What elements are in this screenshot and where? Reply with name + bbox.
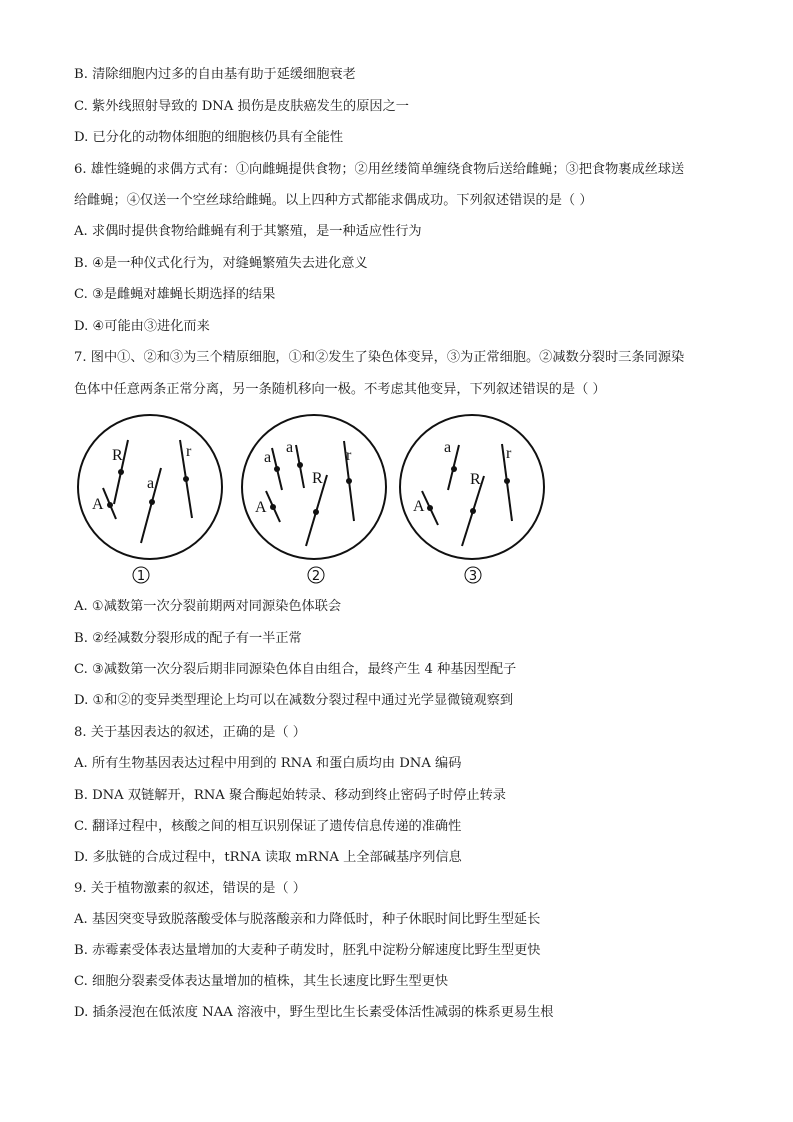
- cell-3-centromere-r: [504, 478, 510, 484]
- q9-option-c: C. 细胞分裂素受体表达量增加的植株，其生长速度比野生型更快: [74, 974, 449, 989]
- q6-option-d: D. ④可能由③进化而来: [74, 319, 210, 334]
- cell-1-label-R: R: [112, 447, 123, 464]
- q6-option-a: A. 求偶时提供食物给雌蝇有利于其繁殖，是一种适应性行为: [74, 224, 422, 239]
- cell-2-label-a2: a: [286, 439, 294, 456]
- cell-1-centromere-A: [107, 502, 113, 508]
- cell-2-label-a1: a: [264, 449, 272, 466]
- cell-1-centromere-a: [149, 499, 155, 505]
- q8-option-b: B. DNA 双链解开，RNA 聚合酶起始转录、移动到终止密码子时停止转录: [74, 788, 506, 803]
- q5-option-d: D. 已分化的动物体细胞的细胞核仍具有全能性: [74, 130, 344, 145]
- q7-stem-line-1: 7. 图中①、②和③为三个精原细胞，①和②发生了染色体变异，③为正常细胞。②减数分裂时三条同源染: [74, 350, 685, 365]
- q9-stem: 9. 关于植物激素的叙述，错误的是（ ）: [74, 881, 306, 896]
- q8-option-c: C. 翻译过程中，核酸之间的相互识别保证了遗传信息传递的准确性: [74, 819, 462, 834]
- q9-option-b: B. 赤霉素受体表达量增加的大麦种子萌发时，胚乳中淀粉分解速度比野生型更快: [74, 943, 541, 958]
- cell-1: [78, 415, 222, 584]
- cell-2-label-R: R: [312, 470, 323, 487]
- cell-2-centromere-R: [313, 509, 319, 515]
- q8-option-a: A. 所有生物基因表达过程中用到的 RNA 和蛋白质均由 DNA 编码: [74, 756, 462, 771]
- cells-svg: [0, 408, 793, 590]
- cell-2-membrane: [242, 415, 386, 559]
- q7-option-b: B. ②经减数分裂形成的配子有一半正常: [74, 631, 302, 646]
- cell-2-label-r: r: [346, 447, 352, 464]
- cell-1-centromere-R: [118, 469, 124, 475]
- cell-1-number: 1: [136, 569, 146, 584]
- q5-option-c: C. 紫外线照射导致的 DNA 损伤是皮肤癌发生的原因之一: [74, 99, 409, 114]
- q5-option-b: B. 清除细胞内过多的自由基有助于延缓细胞衰老: [74, 67, 356, 82]
- q8-option-d: D. 多肽链的合成过程中，tRNA 读取 mRNA 上全部碱基序列信息: [74, 850, 462, 865]
- q6-option-b: B. ④是一种仪式化行为，对缝蝇繁殖失去进化意义: [74, 256, 368, 271]
- q6-stem-line-1: 6. 雄性缝蝇的求偶方式有：①向雌蝇提供食物；②用丝缕简单缠绕食物后送给雌蝇；③把食物裹成丝球送: [74, 162, 685, 177]
- cell-3-centromere-a: [451, 466, 457, 472]
- q7-option-a: A. ①减数第一次分裂前期两对同源染色体联会: [74, 599, 342, 614]
- q8-stem: 8. 关于基因表达的叙述，正确的是（ ）: [74, 725, 306, 740]
- cell-3: [400, 415, 544, 584]
- cell-1-label-A: A: [92, 496, 104, 513]
- cell-2-centromere-A: [270, 504, 276, 510]
- cells-figure: [0, 408, 793, 590]
- q6-option-c: C. ③是雌蝇对雄蝇长期选择的结果: [74, 287, 276, 302]
- cell-3-number: 3: [468, 569, 478, 584]
- q6-stem-line-2: 给雌蝇；④仅送一个空丝球给雌蝇。以上四种方式都能求偶成功。下列叙述错误的是（ ）: [74, 193, 593, 208]
- q9-option-a: A. 基因突变导致脱落酸受体与脱落酸亲和力降低时，种子休眠时间比野生型延长: [74, 912, 541, 927]
- q7-option-c: C. ③减数第一次分裂后期非同源染色体自由组合，最终产生 4 种基因型配子: [74, 662, 517, 677]
- cell-3-label-R: R: [470, 471, 481, 488]
- cell-1-centromere-r: [183, 476, 189, 482]
- cell-3-centromere-R: [470, 508, 476, 514]
- cell-3-label-a: a: [444, 439, 452, 456]
- cell-2-number: 2: [311, 569, 321, 584]
- cell-2: [242, 415, 386, 584]
- q9-option-d: D. 插条浸泡在低浓度 NAA 溶液中，野生型比生长素受体活性减弱的株系更易生根: [74, 1005, 554, 1020]
- cell-2-label-A: A: [255, 499, 267, 516]
- cell-2-centromere-r: [346, 478, 352, 484]
- cell-2-centromere-a2: [297, 462, 303, 468]
- cell-2-centromere-a1: [274, 466, 280, 472]
- cell-3-label-A: A: [413, 498, 425, 515]
- q7-option-d: D. ①和②的变异类型理论上均可以在减数分裂过程中通过光学显微镜观察到: [74, 693, 514, 708]
- cell-3-label-r: r: [506, 445, 512, 462]
- q7-stem-line-2: 色体中任意两条正常分离，另一条随机移向一极。不考虑其他变异，下列叙述错误的是（ ）: [74, 382, 606, 397]
- cell-3-centromere-A: [427, 505, 433, 511]
- cell-1-label-r: r: [186, 443, 192, 460]
- cell-1-label-a: a: [147, 475, 155, 492]
